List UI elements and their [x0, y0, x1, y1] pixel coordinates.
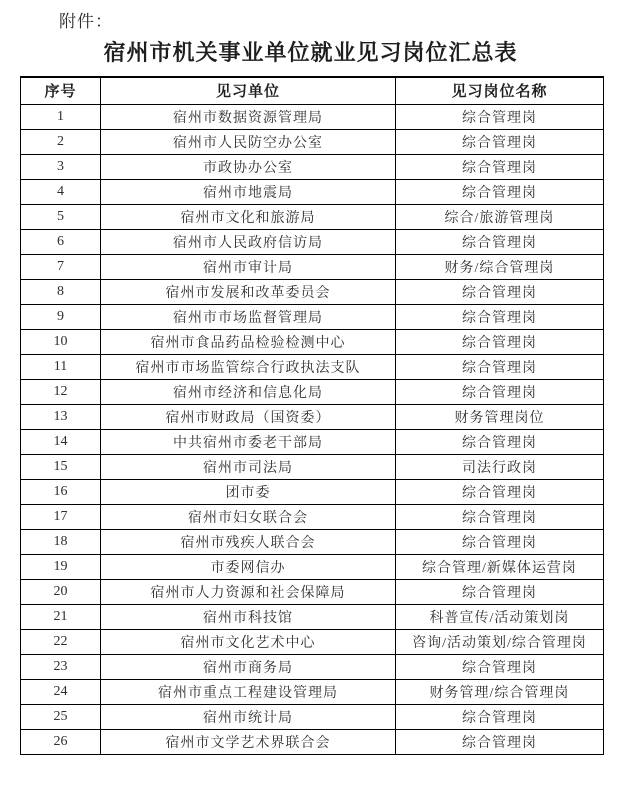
- unit-name-cell: 宿州市妇女联合会: [101, 504, 396, 529]
- unit-name-cell: 市委网信办: [101, 554, 396, 579]
- row-number-cell: 18: [21, 529, 101, 554]
- unit-name-cell: 中共宿州市委老干部局: [101, 429, 396, 454]
- table-row: [21, 629, 604, 654]
- row-number-cell: 20: [21, 579, 101, 604]
- unit-name-cell: 宿州市重点工程建设管理局: [101, 679, 396, 704]
- row-number-cell: 3: [21, 154, 101, 179]
- table-row: [21, 704, 604, 729]
- row-number-cell: 7: [21, 254, 101, 279]
- row-number-cell: 2: [21, 129, 101, 154]
- table-row: [21, 304, 604, 329]
- table-row: [21, 279, 604, 304]
- row-number-cell: 1: [21, 104, 101, 129]
- position-name-cell: 综合管理岗: [396, 729, 604, 754]
- unit-name-cell: 宿州市发展和改革委员会: [101, 279, 396, 304]
- position-name-cell: 科普宣传/活动策划岗: [396, 604, 604, 629]
- unit-name-cell: 宿州市地震局: [101, 179, 396, 204]
- row-number-cell: 13: [21, 404, 101, 429]
- row-number-cell: 17: [21, 504, 101, 529]
- position-name-cell: 财务管理岗位: [396, 404, 604, 429]
- position-name-cell: 综合管理岗: [396, 329, 604, 354]
- position-name-cell: 财务/综合管理岗: [396, 254, 604, 279]
- unit-name-cell: 宿州市食品药品检验检测中心: [101, 329, 396, 354]
- table-row: [21, 429, 604, 454]
- unit-name-cell: 宿州市审计局: [101, 254, 396, 279]
- row-number-cell: 24: [21, 679, 101, 704]
- table-row: [21, 554, 604, 579]
- table-row: [21, 454, 604, 479]
- table-row: [21, 604, 604, 629]
- table-row: [21, 104, 604, 129]
- unit-name-cell: 宿州市人民防空办公室: [101, 129, 396, 154]
- table-header: [21, 77, 604, 104]
- table-row: [21, 354, 604, 379]
- position-name-cell: 综合管理岗: [396, 104, 604, 129]
- table-row: [21, 654, 604, 679]
- position-name-cell: 综合管理岗: [396, 354, 604, 379]
- row-number-cell: 10: [21, 329, 101, 354]
- row-number-cell: 22: [21, 629, 101, 654]
- column-header-position: 见习岗位名称: [396, 77, 604, 104]
- position-name-cell: 综合管理岗: [396, 129, 604, 154]
- position-name-cell: 综合管理/新媒体运营岗: [396, 554, 604, 579]
- row-number-cell: 16: [21, 479, 101, 504]
- unit-name-cell: 团市委: [101, 479, 396, 504]
- position-name-cell: 综合管理岗: [396, 179, 604, 204]
- row-number-cell: 4: [21, 179, 101, 204]
- unit-name-cell: 宿州市市场监督管理局: [101, 304, 396, 329]
- position-name-cell: 综合管理岗: [396, 529, 604, 554]
- row-number-cell: 26: [21, 729, 101, 754]
- table-row: [21, 479, 604, 504]
- table-row: [21, 254, 604, 279]
- row-number-cell: 21: [21, 604, 101, 629]
- table-row: [21, 679, 604, 704]
- position-name-cell: 综合管理岗: [396, 279, 604, 304]
- unit-name-cell: 宿州市数据资源管理局: [101, 104, 396, 129]
- unit-name-cell: 宿州市市场监管综合行政执法支队: [101, 354, 396, 379]
- table-row: [21, 154, 604, 179]
- position-name-cell: 综合管理岗: [396, 154, 604, 179]
- position-name-cell: 财务管理/综合管理岗: [396, 679, 604, 704]
- table-header-row: [21, 77, 604, 104]
- unit-name-cell: 宿州市文化和旅游局: [101, 204, 396, 229]
- unit-name-cell: 宿州市文学艺术界联合会: [101, 729, 396, 754]
- unit-name-cell: 宿州市科技馆: [101, 604, 396, 629]
- column-header-unit: 见习单位: [101, 77, 396, 104]
- page-title: 宿州市机关事业单位就业见习岗位汇总表: [103, 40, 518, 65]
- unit-name-cell: 宿州市经济和信息化局: [101, 379, 396, 404]
- position-name-cell: 综合管理岗: [396, 704, 604, 729]
- position-name-cell: 综合管理岗: [396, 429, 604, 454]
- unit-name-cell: 宿州市商务局: [101, 654, 396, 679]
- internship-positions-table: [20, 76, 604, 755]
- row-number-cell: 11: [21, 354, 101, 379]
- row-number-cell: 15: [21, 454, 101, 479]
- table-row: [21, 404, 604, 429]
- position-name-cell: 综合管理岗: [396, 229, 604, 254]
- table-row: [21, 529, 604, 554]
- table-row: [21, 179, 604, 204]
- table-row: [21, 379, 604, 404]
- row-number-cell: 6: [21, 229, 101, 254]
- unit-name-cell: 宿州市残疾人联合会: [101, 529, 396, 554]
- row-number-cell: 14: [21, 429, 101, 454]
- unit-name-cell: 宿州市司法局: [101, 454, 396, 479]
- table-row: [21, 579, 604, 604]
- unit-name-cell: 宿州市财政局（国资委）: [101, 404, 396, 429]
- table-row: [21, 229, 604, 254]
- unit-name-cell: 市政协办公室: [101, 154, 396, 179]
- position-name-cell: 司法行政岗: [396, 454, 604, 479]
- position-name-cell: 综合管理岗: [396, 304, 604, 329]
- row-number-cell: 12: [21, 379, 101, 404]
- position-name-cell: 综合管理岗: [396, 479, 604, 504]
- unit-name-cell: 宿州市文化艺术中心: [101, 629, 396, 654]
- position-name-cell: 综合管理岗: [396, 579, 604, 604]
- row-number-cell: 25: [21, 704, 101, 729]
- table-row: [21, 204, 604, 229]
- unit-name-cell: 宿州市人民政府信访局: [101, 229, 396, 254]
- table-body: [21, 104, 604, 754]
- unit-name-cell: 宿州市人力资源和社会保障局: [101, 579, 396, 604]
- attachment-label: 附件：: [59, 12, 113, 31]
- table-row: [21, 129, 604, 154]
- row-number-cell: 23: [21, 654, 101, 679]
- row-number-cell: 19: [21, 554, 101, 579]
- table-row: [21, 504, 604, 529]
- table-row: [21, 329, 604, 354]
- row-number-cell: 5: [21, 204, 101, 229]
- position-name-cell: 综合管理岗: [396, 654, 604, 679]
- position-name-cell: 综合/旅游管理岗: [396, 204, 604, 229]
- row-number-cell: 8: [21, 279, 101, 304]
- table-row: [21, 729, 604, 754]
- position-name-cell: 综合管理岗: [396, 504, 604, 529]
- row-number-cell: 9: [21, 304, 101, 329]
- unit-name-cell: 宿州市统计局: [101, 704, 396, 729]
- position-name-cell: 咨询/活动策划/综合管理岗: [396, 629, 604, 654]
- column-header-no: 序号: [21, 77, 101, 104]
- position-name-cell: 综合管理岗: [396, 379, 604, 404]
